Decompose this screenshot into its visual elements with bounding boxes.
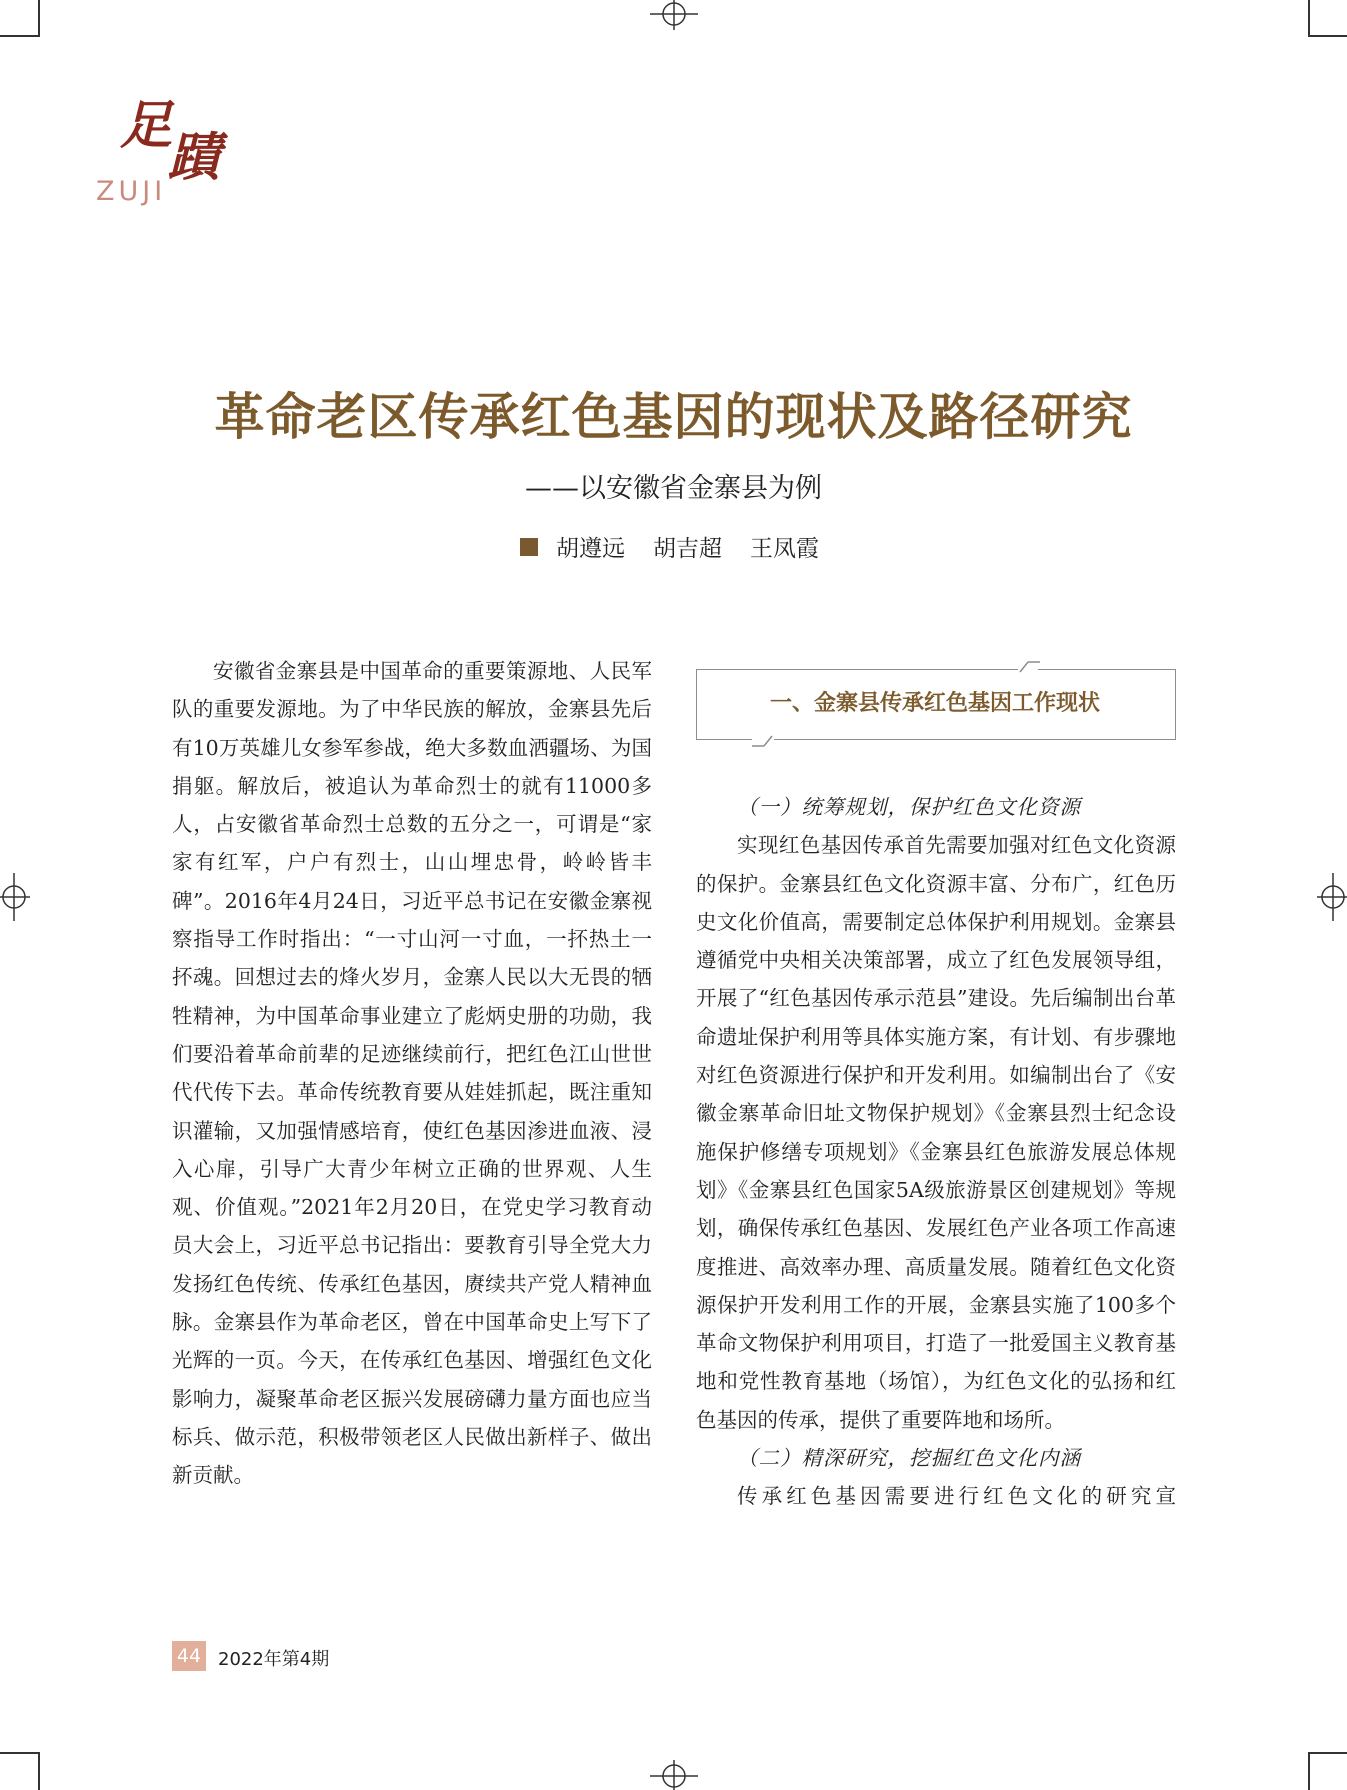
author-line	[520, 530, 819, 563]
body-paragraph: 安徽省金寨县是中国革命的重要策源地、人民军队的重要发源地。为了中华民族的解放，金寨县先后有10万英雄儿女参军参战，绝大多数血洒疆场、为国捐躯。解放后，被追认为革命烈士的就有11000多人，占安徽省革命烈士总数的五分之一，可谓是“家家有红军，户户有烈士，山山埋忠骨，岭岭皆丰碑”。2016年4月24日，习近平总书记在安徽金寨视察指导工作时指出：“一寸山河一寸血，一抔热土一抔魂。回想过去的烽火岁月，金寨人民以大无畏的牺牲精神，为中国革命事业建立了彪炳史册的功勋，我们要沿着革命前辈的足迹继续前行，把红色江山世世代代传下去。革命传统教育要从娃娃抓起，既注重知识灌输，又加强情感培育，使红色基因渗进血液、浸入心扉，引导广大青少年树立正确的世界观、人生观、价值观。”2021年2月20日，在党史学习教育动员大会上，习近平总书记指出：要教育引导全党大力发扬红色传统、传承红色基因，赓续共产党人精神血脉。金寨县作为革命老区，曾在中国革命史上写下了光辉的一页。今天，在传承红色基因、增强红色文化影响力，凝聚革命老区振兴发展磅礴力量方面也应当标兵、做示范，积极带领老区人民做出新样子、做出新贡献。	[172, 659, 652, 1488]
crop-mark	[0, 1752, 40, 1754]
author-name: 胡吉超	[653, 536, 722, 562]
crop-mark	[0, 35, 40, 37]
registration-mark-top	[648, 0, 700, 32]
crop-mark	[1308, 1752, 1310, 1790]
article-title: 革命老区传承红色基因的现状及路径研究	[214, 387, 1133, 446]
article-subtitle: ——以安徽省金寨县为例	[525, 473, 822, 504]
author-name: 胡遵远	[556, 536, 625, 562]
crop-mark	[1308, 0, 1310, 36]
section-heading: 一、金寨县传承红色基因工作现状	[769, 691, 1100, 716]
crop-mark	[1308, 1752, 1347, 1754]
body-paragraph: 传承红色基因需要进行红色文化的研究宣	[737, 1484, 1176, 1509]
body-paragraph: 实现红色基因传承首先需要加强对红色文化资源的保护。金寨县红色文化资源丰富、分布广，红色历史文化价值高，需要制定总体保护利用规划。金寨县遵循党中央相关决策部署，成立了红色发展领导组，开展了“红色基因传承示范县”建设。先后编制出台革命遗址保护利用等具体实施方案，有计划、有步骤地对红色资源进行保护和开发利用。如编制出台了《安徽金寨革命旧址文物保护规划》《金寨县烈士纪念设施保护修缮专项规划》《金寨县红色旅游发展总体规划》《金寨县红色国家5A级旅游景区创建规划》等规划，确保传承红色基因、发展红色产业各项工作高速度推进、高效率办理、高质量发展。随着红色文化资源保护开发利用工作的开展，金寨县实施了100多个革命文物保护利用项目，打造了一批爱国主义教育基地和党性教育基地（场馆），为红色文化的弘扬和红色基因的传承，提供了重要阵地和场所。	[696, 833, 1176, 1432]
page-number: 44	[172, 1641, 206, 1671]
right-column	[696, 788, 1176, 1516]
issue-label: 2022年第4期	[218, 1649, 330, 1670]
logo-latin: ZUJI	[96, 176, 167, 207]
author-square-icon	[520, 538, 538, 556]
registration-mark-right	[1315, 871, 1347, 923]
author-name: 王凤霞	[750, 536, 819, 562]
registration-mark-left	[0, 871, 32, 923]
logo-char-zu: 足	[120, 95, 173, 156]
subsection-heading: （二）精深研究，挖掘红色文化内涵	[737, 1446, 1081, 1471]
registration-mark-bottom	[648, 1758, 700, 1790]
crop-mark	[1308, 35, 1347, 37]
crop-mark	[38, 0, 40, 36]
subsection-heading: （一）统筹规划，保护红色文化资源	[737, 795, 1081, 819]
left-column	[172, 652, 652, 1495]
logo-char-ji: 蹟	[168, 127, 221, 188]
crop-mark	[38, 1752, 40, 1790]
